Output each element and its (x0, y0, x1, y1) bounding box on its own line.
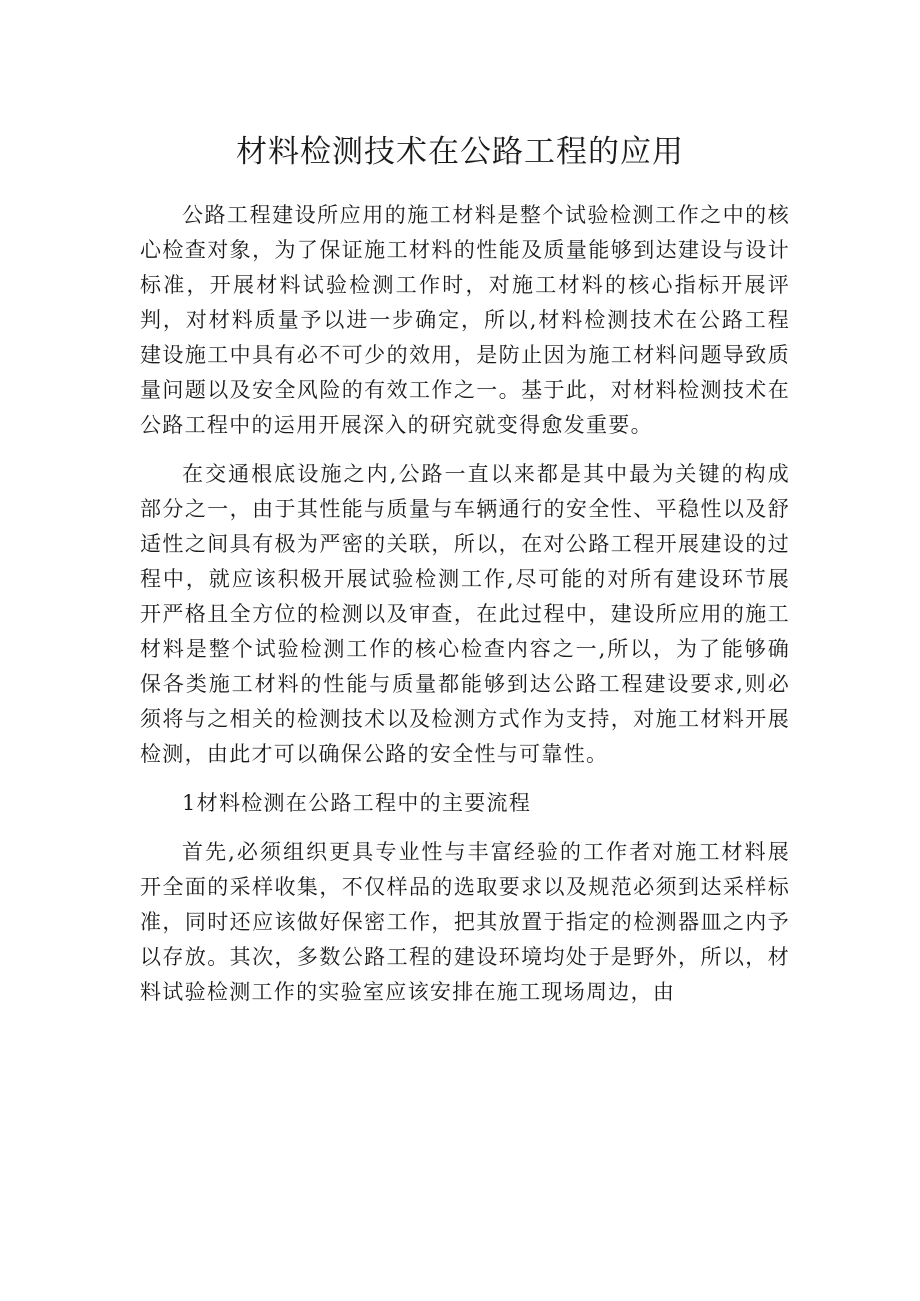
paragraph-process: 首先,必须组织更具专业性与丰富经验的工作者对施工材料展开全面的采样收集，不仅样品的选取要求以及规范必须到达采样标准，同时还应该做好保密工作，把其放置于指定的检测器皿之内予以存放。其次，多数公路工程的建设环境均处于是野外，所以，材料试验检测工作的实验室应该安排在施工现场周边，由 (140, 840, 790, 1004)
section-heading: 1材料检测在公路工程中的主要流程 (182, 791, 532, 815)
document-title: 材料检测技术在公路工程的应用 (236, 134, 684, 170)
document-body (140, 198, 790, 1024)
paragraph-intro: 公路工程建设所应用的施工材料是整个试验检测工作之中的核心检查对象，为了保证施工材料的性能及质量能够到达建设与设计标准，开展材料试验检测工作时，对施工材料的核心指标开展评判，对材料质量予以进一步确定，所以,材料检测技术在公路工程建设施工中具有必不可少的效用，是防止因为施工材料问题导致质量问题以及安全风险的有效工作之一。基于此，对材料检测技术在公路工程中的运用开展深入的研究就变得愈发重要。 (140, 203, 790, 437)
paragraph-background: 在交通根底设施之内,公路一直以来都是其中最为关键的构成部分之一，由于其性能与质量与车辆通行的安全性、平稳性以及舒适性之间具有极为严密的关联，所以，在对公路工程开展建设的过程中，就应该积极开展试验检测工作,尽可能的对所有建设环节展开严格且全方位的检测以及审查，在此过程中，建设所应用的施工材料是整个试验检测工作的核心检查内容之一,所以，为了能够确保各类施工材料的性能与质量都能够到达公路工程建设要求,则必须将与之相关的检测技术以及检测方式作为支持，对施工材料开展检测，由此才可以确保公路的安全性与可靠性。 (140, 462, 790, 766)
